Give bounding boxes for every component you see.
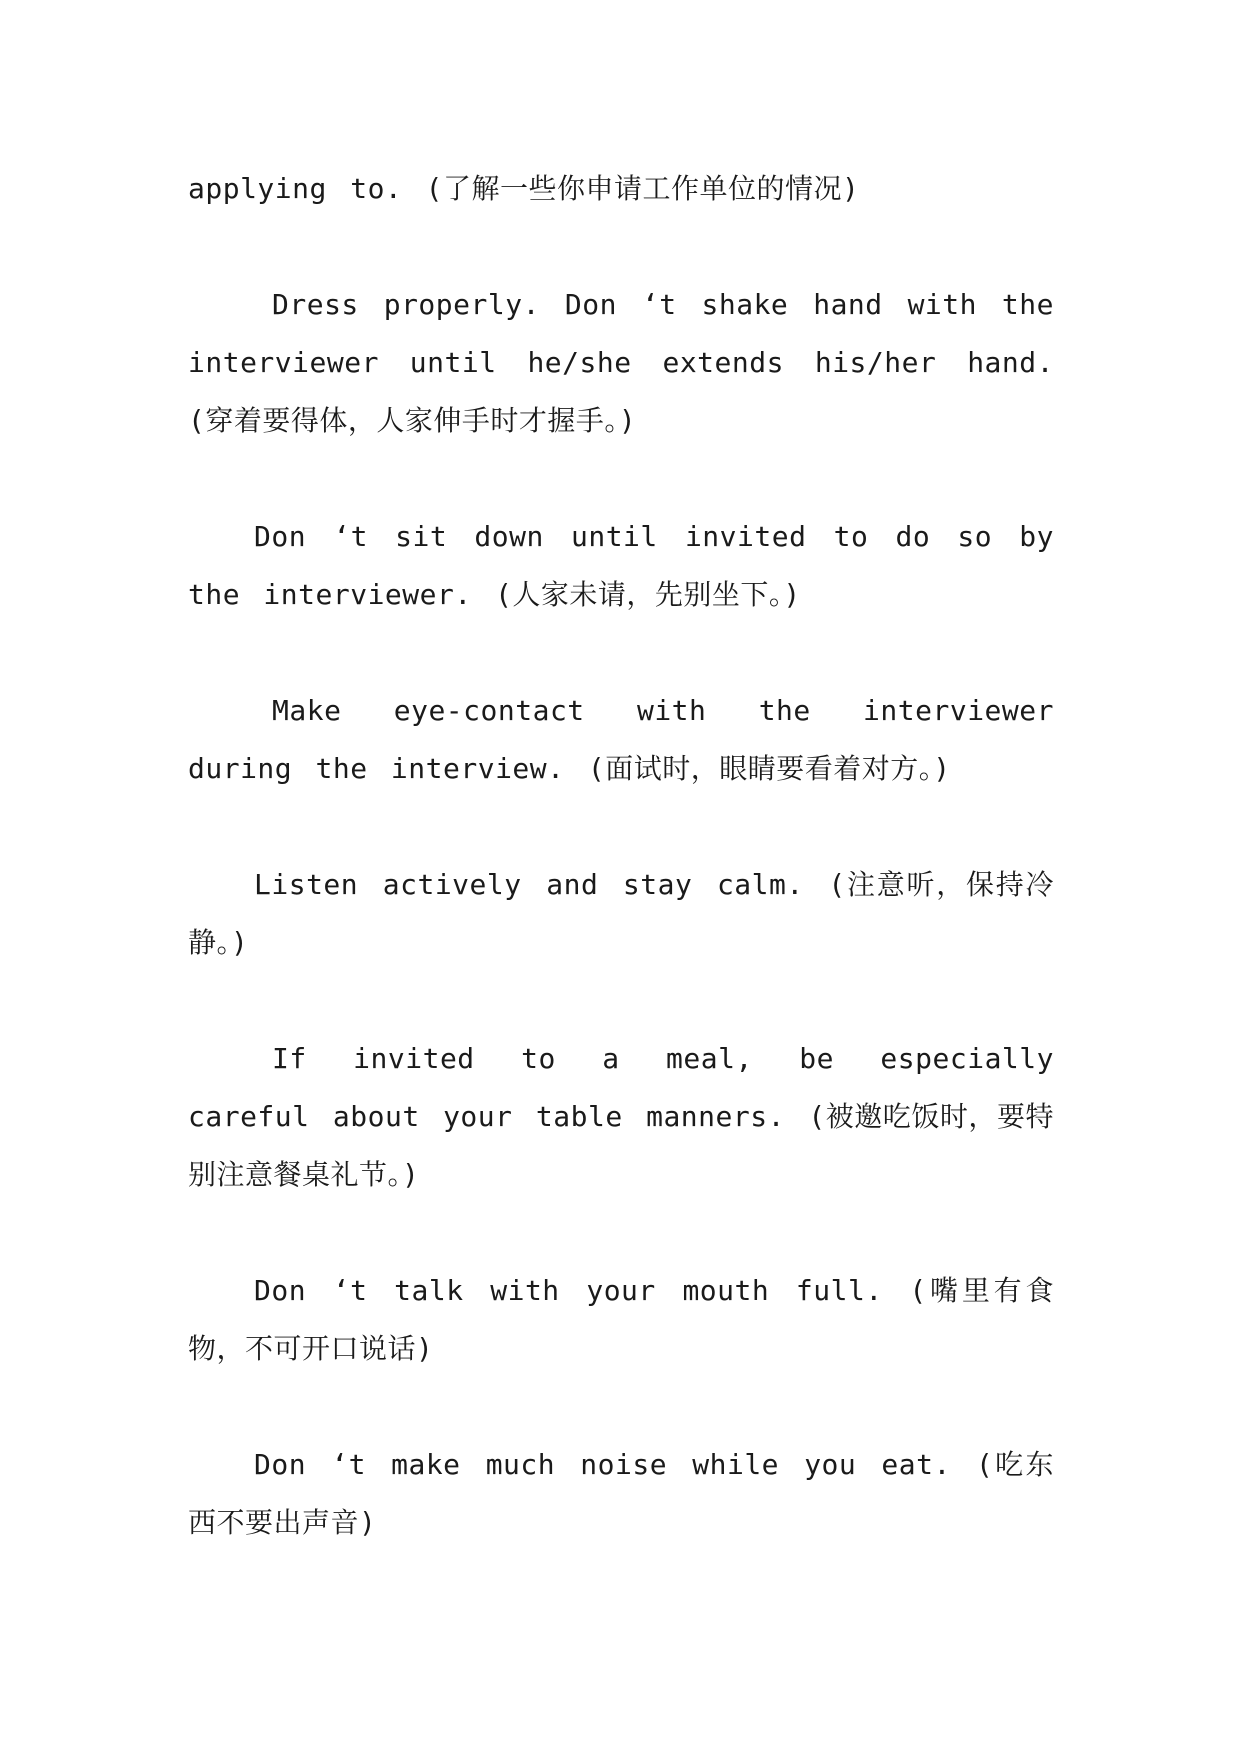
paragraph-listen-actively: Listen actively and stay calm. (注意听，保持冷静。) xyxy=(188,868,1054,959)
paragraph-eye-contact: Make eye-contact with the interviewer during the interview. (面试时，眼睛要看着对方。) xyxy=(188,694,1054,785)
paragraph-company-research: applying to. (了解一些你申请工作单位的情况) xyxy=(188,172,860,205)
paragraph-eating-noise: Don ‘t make much noise while you eat. (吃东西不要出声音) xyxy=(188,1448,1054,1539)
document-body xyxy=(188,160,1054,1610)
paragraph-mouth-full: Don ‘t talk with your mouth full. (嘴里有食物，不可开口说话) xyxy=(188,1274,1054,1365)
paragraph-dress-properly: Dress properly. Don ‘t shake hand with the interviewer until he/she extends his/her hand. (穿着要得体，人家伸手时才握手。) xyxy=(188,288,1054,437)
paragraph-table-manners: If invited to a meal, be especially careful about your table manners. (被邀吃饭时，要特别注意餐桌礼节。) xyxy=(188,1042,1054,1191)
paragraph-sit-down: Don ‘t sit down until invited to do so by the interviewer. (人家未请，先别坐下。) xyxy=(188,520,1054,611)
